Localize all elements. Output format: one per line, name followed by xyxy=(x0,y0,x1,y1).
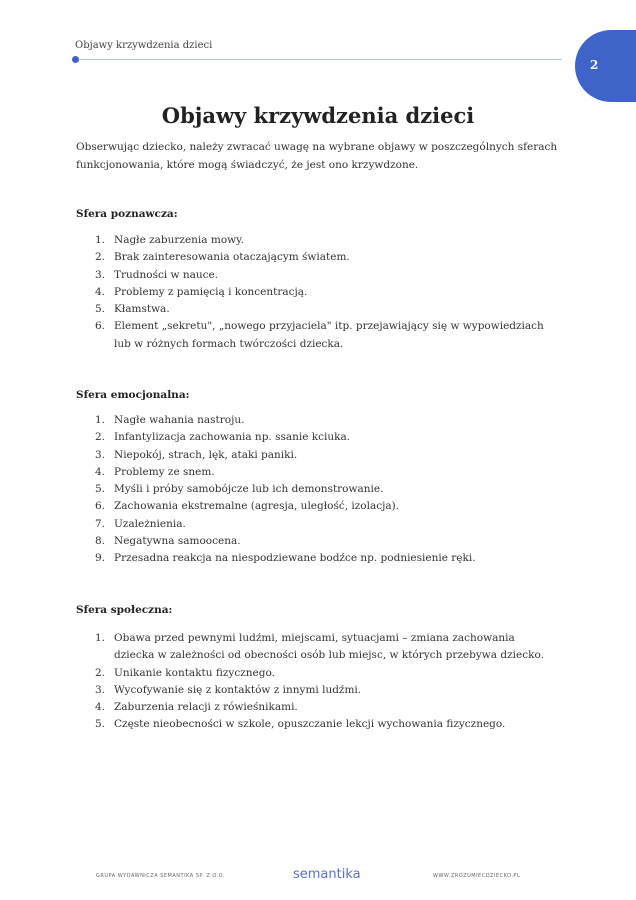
page-number-tab xyxy=(575,30,636,102)
list-item: 5. Myśli i próby samobójcze lub ich demonstrowanie. xyxy=(95,483,384,496)
list-item: 2. Infantylizacja zachowania np. ssanie kciuka. xyxy=(95,431,351,444)
list-item: 5. Kłamstwa. xyxy=(95,303,170,316)
list-item: 3. Niepokój, strach, lęk, ataki paniki. xyxy=(95,448,298,461)
list-item: 2. Brak zainteresowania otaczającym światem. xyxy=(95,251,350,264)
list-item: 5. Częste nieobecności w szkole, opuszczanie lekcji wychowania fizycznego. xyxy=(95,718,506,731)
list-item: 9. Przesadna reakcja na niespodziewane bodźce np. podniesienie ręki. xyxy=(95,552,476,565)
section-heading-emotional: Sfera emocjonalna: xyxy=(76,389,190,401)
list-item: 1. Nagłe wahania nastroju. xyxy=(95,414,245,426)
footer-logo: semantika xyxy=(293,867,361,882)
intro-paragraph: Obserwując dziecko, należy zwracać uwagę na wybrane objawy w poszczególnych sferach funkcjonowania, które mogą świadczyć, że jest ono krzywdzone. xyxy=(76,141,558,171)
header-rule xyxy=(75,59,562,60)
list-item: 6. Element „sekretu", „nowego przyjaciela" itp. przejawiający się w wypowiedziach lub w różnych formach twórczości dziecka. xyxy=(95,320,544,350)
list-item: 4. Zaburzenia relacji z rówieśnikami. xyxy=(95,701,298,714)
section-heading-cognitive: Sfera poznawcza: xyxy=(76,208,178,220)
list-cognitive xyxy=(95,232,557,353)
page-title: Objawy krzywdzenia dzieci xyxy=(161,103,475,128)
footer-publisher: GRUPA WYDAWNICZA SEMANTIKA SP. Z O.O. xyxy=(96,873,225,879)
list-social xyxy=(95,630,557,734)
list-item: 4. Problemy z pamięcią i koncentracją. xyxy=(95,285,308,298)
header-dot-icon xyxy=(72,56,79,63)
section-heading-social: Sfera społeczna: xyxy=(76,604,173,616)
list-item: 4. Problemy ze snem. xyxy=(95,465,215,478)
list-emotional xyxy=(95,412,557,568)
list-item: 2. Unikanie kontaktu fizycznego. xyxy=(95,666,275,679)
list-item: 1. Obawa przed pewnymi ludźmi, miejscami, sytuacjami – zmiana zachowania dziecka w zależności od obecności osób lub miejsc, w których przebywa dziecko. xyxy=(95,632,544,662)
list-item: 6. Zachowania ekstremalne (agresja, uległość, izolacja). xyxy=(95,500,400,513)
list-item: 3. Trudności w nauce. xyxy=(95,268,219,281)
running-header: Objawy krzywdzenia dzieci xyxy=(75,40,213,51)
list-item: 7. Uzależnienia. xyxy=(95,517,186,530)
footer-website-link[interactable]: WWW.ZROZUMIECDZIECKO.PL xyxy=(433,873,521,879)
list-item: 1. Nagłe zaburzenia mowy. xyxy=(95,234,245,246)
page-number: 2 xyxy=(590,58,599,72)
list-item: 8. Negatywna samoocena. xyxy=(95,535,241,548)
list-item: 3. Wycofywanie się z kontaktów z innymi ludźmi. xyxy=(95,683,362,696)
